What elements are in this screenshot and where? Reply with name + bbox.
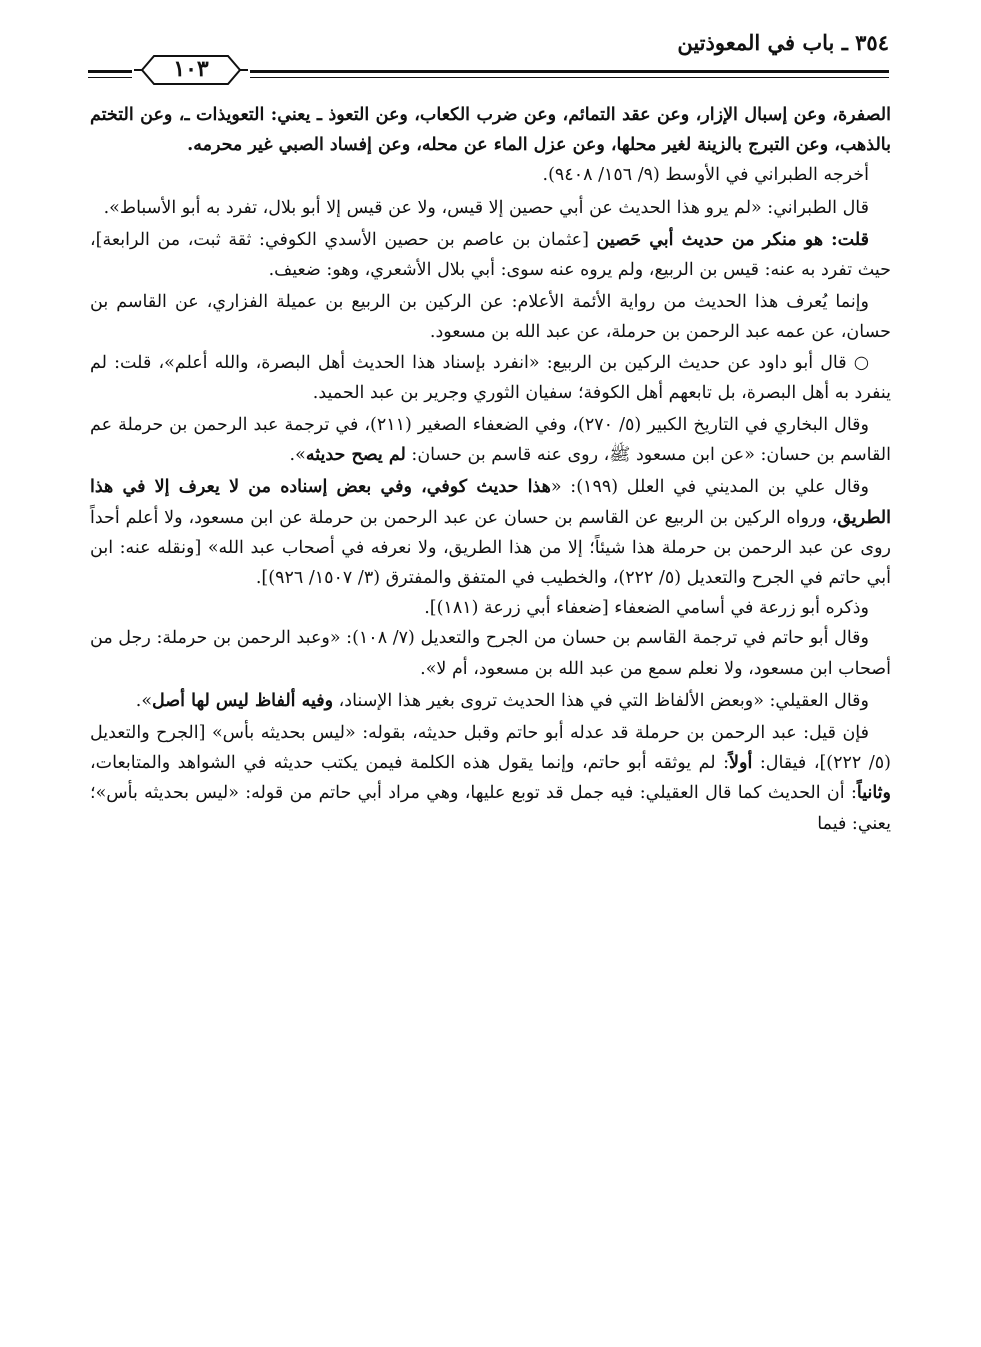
page-number-ornament xyxy=(132,52,250,88)
paragraph-text: ». xyxy=(289,445,306,466)
paragraph xyxy=(90,410,891,470)
page-number: ١٠٣ xyxy=(173,56,209,82)
paragraph xyxy=(90,100,891,160)
running-title: ٣٥٤ ـ باب في المعوذتين xyxy=(677,30,889,55)
paragraph: وإنما يُعرف هذا الحديث من رواية الأئمة الأعلام: عن الركين بن الربيع بن عميلة الفزاري، عن القاسم بن حسان، عن عمه عبد الرحمن بن حرملة، عن عبد الله بن مسعود. xyxy=(90,292,891,343)
paragraph xyxy=(90,718,891,839)
bold-text: لم يصح حديثه xyxy=(305,445,406,466)
paragraph: ○ قال أبو داود عن حديث الركين بن الربيع: «انفرد بإسناد هذا الحديث أهل البصرة، والله أعلم»، قلت: لم ينفرد به أهل البصرة، بل تابعهم أهل الكوفة؛ سفيان الثوري وجرير بن عبد الحميد. xyxy=(90,352,891,403)
page-header xyxy=(88,22,889,88)
paragraph-text: ». xyxy=(135,690,153,711)
paragraph-text: فإن قيل: عبد الرحمن بن حرملة قد عدله أبو حاتم وقبل حديثه، بقوله: «ليس بحديثه بأس» [الجرح والتعديل (٥/ ٢٢٢)]، فيقال: xyxy=(90,723,891,774)
paragraph-text: وقال علي بن المديني في العلل (١٩٩): « xyxy=(550,477,870,498)
paragraph-text: وقال العقيلي: «وبعض الألفاظ التي في هذا الحديث تروى بغير هذا الإسناد، xyxy=(333,690,869,711)
paragraph: وقال أبو حاتم في ترجمة القاسم بن حسان من الجرح والتعديل (٧/ ١٠٨): «وعبد الرحمن بن حرملة: رجل من أصحاب ابن مسعود، ولا نعلم سمع من عبد الله بن مسعود، أم لا». xyxy=(90,628,891,679)
bold-text: الصفرة، وعن إسبال الإزار، وعن عقد التمائم، وعن ضرب الكعاب، وعن التعوذ ـ يعني: التعويذات ـ، وعن التختم بالذهب، وعن التبرج بالزينة لغير محلها، وعن عزل الماء عن محله، وعن إفساد الصبي غير محرمه. xyxy=(90,105,891,156)
paragraph-text: [عثمان بن عاصم بن حصين الأسدي الكوفي: ثقة ثبت، من الرابعة]، حيث تفرد به عنه: قيس بن الربيع، ولم يروه عنه سوى: أبي بلال الأشعري، وهو: ضعيف. xyxy=(90,229,891,281)
paragraph: وذكره أبو زرعة في أسامي الضعفاء [ضعفاء أبي زرعة (١٨١)]. xyxy=(424,598,869,619)
paragraph xyxy=(90,225,891,285)
paragraph-text: : لم يوثقه أبو حاتم، وإنما يقول هذه الكلمة فيمن يكتب حديثه في الشواهد والمتابعات، xyxy=(90,753,730,774)
paragraph-text: ، ورواه الركين بن الربيع عن القاسم بن حسان عن عبد الرحمن بن حرملة عن ابن مسعود، ولا أعلم أحداً روى عن عبد الرحمن بن حرملة هذا شيئاً؛ إلا من هذا الطريق، ولا نعرفه في أصحاب عبد الله» [ونقله عنه: ابن أبي حاتم في الجرح والتعديل (٥/ ٢٢٢)، والخطيب في المتفق والمفترق (٣/ ١٥٠٧/ ٩٢٦)]. xyxy=(90,507,891,589)
paragraph xyxy=(90,472,891,593)
bold-text: قلت: هو منكر من حديث أبي حَصين xyxy=(596,229,869,250)
bold-text: وثانياً xyxy=(856,783,891,804)
bold-text: هذا حديث كوفي، وفي بعض إسناده من لا يعرف إلا في هذا الطريق xyxy=(90,477,891,528)
paragraph xyxy=(90,686,891,716)
paragraph-text: : أن الحديث كما قال العقيلي: فيه جمل قد توبع عليها، وهي مراد أبي حاتم من قوله: «ليس بحديثه بأس»؛ يعني: فيما xyxy=(90,783,891,834)
paragraph: أخرجه الطبراني في الأوسط (٩/ ١٥٦/ ٩٤٠٨). xyxy=(542,165,869,186)
page-body xyxy=(90,100,891,839)
bold-text: وفيه ألفاظ ليس لها أصل xyxy=(152,690,334,711)
bold-text: أولاً xyxy=(729,753,753,774)
paragraph-text: وقال البخاري في التاريخ الكبير (٥/ ٢٧٠)، وفي الضعفاء الصغير (٢١١)، في ترجمة عبد الرحمن بن حرملة عم القاسم بن حسان: «عن ابن مسعود ﷺ، روى عنه قاسم بن حسان: xyxy=(90,415,891,466)
paragraph: قال الطبراني: «لم يرو هذا الحديث عن أبي حصين إلا قيس، ولا عن قيس إلا أبو بلال، تفرد به أبو الأسباط». xyxy=(103,197,869,218)
